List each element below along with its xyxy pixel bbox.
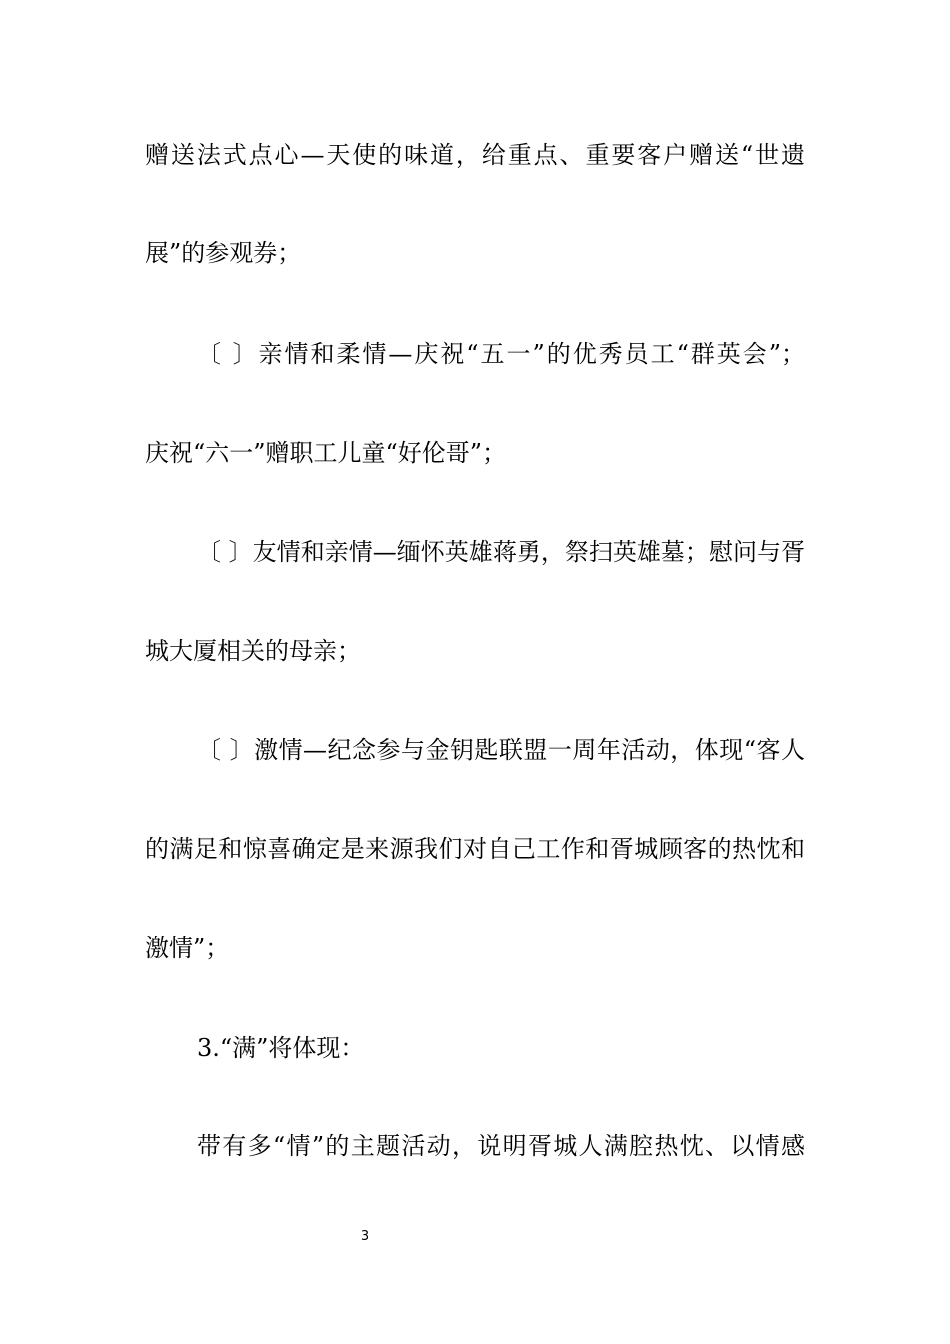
text-line-3: 〔 〕亲情和柔情—庆祝“五一”的优秀员工“群英会”； [197, 340, 805, 368]
text-line-7: 〔 〕激情—纪念参与金钥匙联盟一周年活动，体现“客人 [197, 736, 805, 764]
section-heading: 3.“满”将体现： [197, 1034, 365, 1062]
text-line-6: 城大厦相关的母亲； [145, 637, 361, 665]
text-line-1: 赠送法式点心—天使的味道，给重点、重要客户赠送“世遗 [145, 141, 805, 169]
text-line-11: 带有多“情”的主题活动，说明胥城人满腔热忱、以情感 [197, 1132, 805, 1160]
text-line-2: 展”的参观券； [145, 239, 302, 267]
text-line-8: 的满足和惊喜确定是来源我们对自己工作和胥城顾客的热忱和 [145, 835, 805, 863]
text-line-4: 庆祝“六一”赠职工儿童“好伦哥”； [145, 439, 507, 467]
page-number: 3 [360, 1229, 370, 1244]
text-line-9: 激情”； [145, 934, 230, 962]
text-line-5: 〔 〕友情和亲情—缅怀英雄蒋勇，祭扫英雄墓；慰问与胥 [197, 538, 805, 566]
